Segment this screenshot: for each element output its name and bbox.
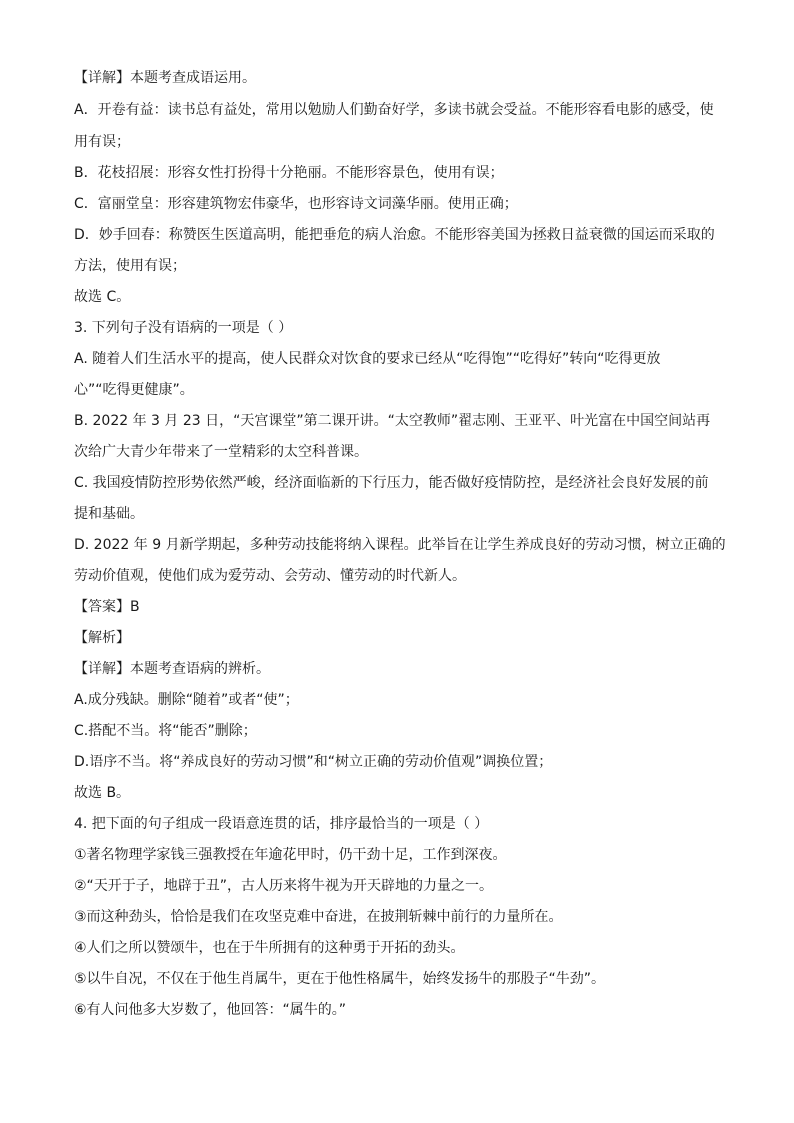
option-line: 次给广大青少年带来了一堂精彩的太空科普课。 xyxy=(74,444,368,460)
sentence-line: ④人们之所以赞颂牛，也在于牛所拥有的这种勇于开拓的劲头。 xyxy=(74,940,465,956)
option-line: 心”“吃得更健康”。 xyxy=(74,382,194,398)
sentence-line: ⑤以牛自况，不仅在于他生肖属牛，更在于他性格属牛，始终发扬牛的那股子“牛劲”。 xyxy=(74,971,606,987)
text-line: B．花枝招展：形容女性打扮得十分艳丽。不能形容景色，使用有误； xyxy=(74,165,504,181)
question-heading: 3. 下列句子没有语病的一项是（ ） xyxy=(74,320,293,336)
sentence-line: ③而这种劲头，恰恰是我们在攻坚克难中奋进，在披荆斩棘中前行的力量所在。 xyxy=(74,909,563,925)
text-line: A.成分残缺。删除“随着”或者“使”； xyxy=(74,692,299,708)
text-line: C.搭配不当。将“能否”删除； xyxy=(74,723,257,739)
text-line: 方法，使用有误； xyxy=(74,258,186,274)
text-line: D．妙手回春：称赞医生医道高明，能把垂危的病人治愈。不能形容美国为拯救日益衰微的国运而采取的 xyxy=(74,227,715,243)
option-line: C. 我国疫情防控形势依然严峻，经济面临新的下行压力，能否做好疫情防控，是经济社会良好发展的前 xyxy=(74,475,709,491)
text-line: C．富丽堂皇：形容建筑物宏伟豪华，也形容诗文词藻华丽。使用正确； xyxy=(74,196,518,212)
question-heading: 4. 把下面的句子组成一段语意连贯的话，排序最恰当的一项是（ ） xyxy=(74,816,489,832)
text-line: A．开卷有益：读书总有益处，常用以勉励人们勤奋好学，多读书就会受益。不能形容看电影的感受，使 xyxy=(74,102,714,118)
sentence-line: ⑥有人问他多大岁数了，他回答：“属牛的。” xyxy=(74,1002,347,1018)
answer-line: 【答案】B xyxy=(74,599,140,615)
sentence-line: ②“天开于子，地辟于丑”，古人历来将牛视为开天辟地的力量之一。 xyxy=(74,878,494,894)
text-line: 【详解】本题考查语病的辨析。 xyxy=(74,661,270,677)
option-line: 提和基础。 xyxy=(74,506,144,522)
text-line: 【详解】本题考查成语运用。 xyxy=(74,70,256,86)
option-line: B. 2022 年 3 月 23 日，“天宫课堂”第二课开讲。“太空教师”翟志刚、王亚平、叶光富在中国空间站再 xyxy=(74,413,711,429)
text-line: 故选 B。 xyxy=(74,785,131,801)
option-line: 劳动价值观，使他们成为爱劳动、会劳动、懂劳动的时代新人。 xyxy=(74,568,466,584)
sentence-line: ①著名物理学家钱三强教授在年逾花甲时，仍干劲十足，工作到深夜。 xyxy=(74,847,507,863)
option-line: A. 随着人们生活水平的提高，使人民群众对饮食的要求已经从“吃得饱”“吃得好”转向“吃得更放 xyxy=(74,351,661,367)
option-line: D. 2022 年 9 月新学期起，多种劳动技能将纳入课程。此举旨在让学生养成良好的劳动习惯，树立正确的 xyxy=(74,537,726,553)
text-line: D.语序不当。将“养成良好的劳动习惯”和“树立正确的劳动价值观”调换位置； xyxy=(74,754,553,770)
analysis-label: 【解析】 xyxy=(74,630,130,646)
text-line: 用有误； xyxy=(74,134,130,150)
text-line: 故选 C。 xyxy=(74,289,131,305)
